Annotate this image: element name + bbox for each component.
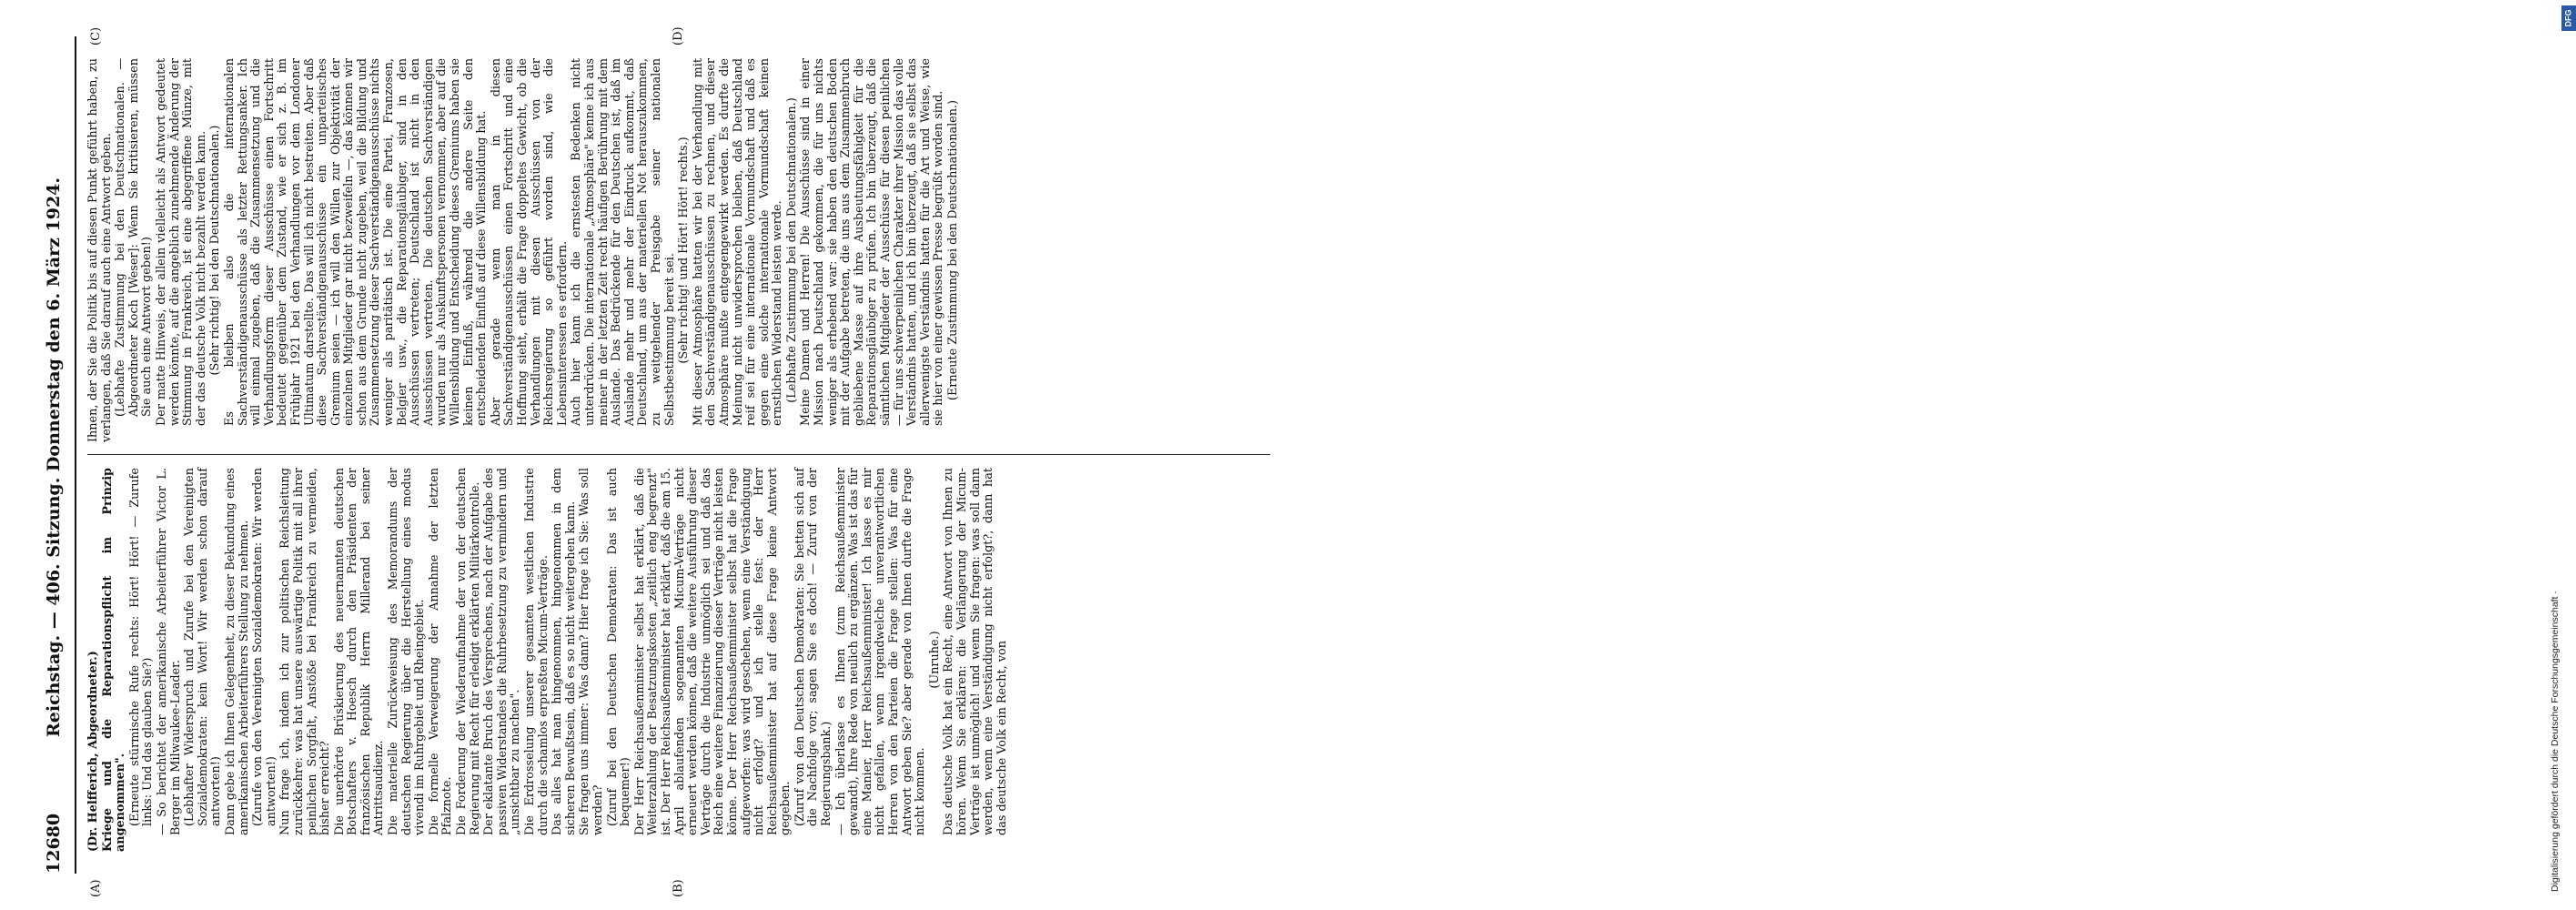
paragraph: Das alles hat man hingenommen, hingenommen in dem sicheren Bewußtsein, daß es so nicht weitergehen kann. <box>551 468 578 835</box>
paragraph: Die formelle Verweigerung der Annahme der letzten Pfalznote. <box>427 468 455 835</box>
paragraph: Der eklatante Bruch des Versprechens, nach der Aufgabe des passiven Widerstandes die Ruhrbesetzung zu vermindern und „unsichtbar zu machen". <box>482 468 523 835</box>
paragraph: Die Erdrosselung unserer gesamten westlichen Industrie durch die schamlos erpreßten Micum-Verträge. <box>523 468 551 835</box>
paragraph: Aber gerade wenn man in diesen Sachverständigenausschüssen einen Fortschritt und eine Hoffnung sieht, erhält die Frage doppeltes Gewicht, ob die Verhandlungen mit diesen Ausschüssen von der Reichsregierung so geführt worden sind, wie die Lebensinteressen es erfordern. <box>489 58 570 426</box>
paragraph: Der Herr Reichsaußenminister selbst hat erklärt, daß die Weiterzahlung der Besatzungskosten „zeitlich eng begrenzt" ist. Der Herr Reichsaußenminister hat erklärt, daß die am 15. April ablaufenden sogenannten Micum-Verträge nicht erneuert werden können, daß die weitere Ausführung dieser Verträge durch die Industrie unmöglich sei und daß das Reich eine weitere Finanzierung dieser Verträge nicht leisten könne. Der Herr Reichsaußenminister selbst hat die Frage aufgeworfen: was wird geschehen, wenn eine Verständigung nicht erfolgt? und ich stelle fest: der Herr Reichsaußenminister hat auf diese Frage keine Antwort gegeben. <box>632 468 793 835</box>
paragraph: Der matte Hinweis, der allein vielleicht als Antwort gedeutet werden könnte, auf die angeblich zunehmende Änderung der Stimmung in Frankreich, ist eine abgegriffene Münze, mit der das deutsche Volk nicht bezahlt werden kann. <box>154 58 208 426</box>
paragraph: Das deutsche Volk hat ein Recht, eine Antwort von Ihnen zu hören. Wenn Sie erklären: die Verlängerung der Micum-Verträge ist unmöglich! und wenn Sie fragen: was soll dann werden, wenn eine Verständigung nicht erfolgt?, dann hat das deutsche Volk ein Recht, von <box>942 468 1009 835</box>
paragraph: Die Forderung der Wiederaufnahme der von der deutschen Regierung mit Recht für erledigt erklärten Militärkontrolle. <box>455 468 482 835</box>
left-column <box>87 468 1279 852</box>
interjection: (Unruhe.) <box>927 631 942 689</box>
interjection: (Sehr richtig! bei den Deutschnationalen.) <box>208 125 223 376</box>
interjection: (Zuruf von den Deutschen Demokraten: Sie betten sich auf die Nachfolge vor; sagen Sie es doch! — Zuruf von der Regierungsbank.) <box>793 468 834 826</box>
interjection: (Lebhafte Zustimmung bei den Deutschnationalen. — Abgeordneter Koch [Weser]: Wenn Sie kritisieren, müssen Sie auch eine Antwort geben!) <box>114 58 155 417</box>
paragraph: Auch hier kann ich die ernstesten Bedenken nicht unterdrücken. Die internationale „Atmosphäre" kenne ich aus meiner in der letzten Zeit recht häufigen Berührung mit dem Auslande. Das Bedrückende für den Deutschen ist, daß im Auslande mehr und mehr der Eindruck aufkommt, daß Deutschland, um aus der materiellen Not herauszukommen, zu weitgehender Preisgabe seiner nationalen Selbstbestimmung bereit sei. <box>570 58 677 426</box>
paragraph: Nun frage ich, indem ich zur politischen Reichsleitung zurückkehre: was hat unsere auswärtige Politik mit all ihrer peinlichen Sorgfalt, Anstöße bei Frankreich zu vermeiden, bisher erreicht? <box>278 468 333 835</box>
paragraph: Die unerhörte Brüskierung des neuernannten deutschen Botschafters v. Hoesch durch den Präsidenten der französischen Republik Herrn Millerand bei seiner Antrittsaudienz. <box>332 468 387 835</box>
page-number: 12680 <box>44 813 64 874</box>
paragraph: — Ich überlasse es Ihnen (zum Reichsaußenminister gewandt), Ihre Rede von neulich zu ergänzen. Was ist das für eine Manier, Herr Reichsaußenminister! Ich lasse es mir nicht gefallen, wenn irgendwelche unverantwortlichen Herren von den Parteien die Frage stellen: Was für eine Antwort geben Sie? aber gerade von Ihnen durfte die Frage nicht kommen. <box>833 468 928 835</box>
paragraph: Kriege und die Reparationspflicht im Prinzip angenommen". <box>100 468 128 852</box>
page-header <box>38 36 76 874</box>
column-divider <box>87 454 1270 455</box>
speaker-label: (Dr. Helfferich, Abgeordneter.) <box>86 651 100 852</box>
paragraph: Die materielle Zurückweisung des Memorandums der deutschen Regierung über die Herstellung eines modus vivendi im Ruhrgebiet und Rheingebiet. <box>387 468 428 835</box>
interjection: (Lebhafter Widerspruch und Zurufe bei den Vereinigten Sozialdemokraten: kein Wort! Wir werden schon darauf antworten!) <box>183 468 224 826</box>
paragraph: Es bleiben also die internationalen Sachverständigenausschüsse als letzter Rettungsanker. Ich will einmal zugeben, daß die Zusammensetzung und die Verhandlungsform dieser Ausschüsse einen Fortschritt bedeutet gegenüber dem Zustand, wie er sich z. B. im Frühjahr 1921 bei den Verhandlungen vor dem Londoner Ultimatum darstellte. Das will ich nicht bestreiten. Aber daß diese Sachverständigenausschüsse ein unparteiisches Gremium seien — ich will den Willen zur Objektivität der einzelnen Mitglieder gar nicht bezweifeln —, das können wir schon aus dem Grunde nicht zugeben, weil die Bildung und Zusammensetzung dieser Sachverständigenausschüsse nichts weniger als paritätisch ist. Die eine Partei, Franzosen, Belgier usw., die Reparationsgläubiger, sind in den Ausschüssen vertreten; Deutschland ist nicht in den Ausschüssen vertreten. Die deutschen Sachverständigen wurden nur als Auskunftspersonen vernommen, aber auf die Willensbildung und Entscheidung dieses Gremiums haben sie keinen Einfluß, während die andere Seite den entscheidenden Einfluß auf diese Willensbildung hat. <box>222 58 490 426</box>
paragraph: Mit dieser Atmosphäre hatten wir bei der Verhandlung mit den Sachverständigenausschüssen zu rechnen, und dieser Atmosphäre mußte entgegengewirkt werden. Es durfte die Meinung nicht unwidersprochen bleiben, daß Deutschland reif sei für eine internationale Vormundschaft und daß es gegen eine solche internationale Vormundschaft keinen ernstlichen Widerstand leisten werde. <box>691 58 785 426</box>
margin-marker-a: (A) <box>89 879 103 897</box>
margin-marker-c: (C) <box>89 26 103 46</box>
paragraph: Meine Damen und Herren! Die Ausschüsse sind in einer Mission nach Deutschland gekommen, die für uns nichts weniger als erhebend war: sie haben den deutschen Boden mit der Aufgabe betreten, die uns aus dem Zusammenbruch gebliebene Masse auf ihre Ausbeutungsfähigkeit für die Reparationsgläubiger zu prüfen. Ich bin überzeugt, daß die sämtlichen Mitglieder der Ausschüsse für diesen peinlichen — für uns schwerpeinlichen Charakter ihrer Mission das volle Verständnis hatten, und ich bin überzeugt, daß sie selbst das allerwenigste Verständnis hatten für die Art und Weise, wie sie hier von einer gewissen Presse begrüßt worden sind. <box>799 58 946 426</box>
dfg-logo <box>2561 5 2576 31</box>
dfg-logo-label: DFG <box>2563 9 2573 27</box>
paragraph: — So berichtet der amerikanische Arbeiterführer Victor L. Berger im Milwaukee-Leader. <box>155 468 183 835</box>
margin-marker-d: (D) <box>672 26 685 46</box>
paragraph: Ihnen, der Sie die Politik bis auf diesen Punkt geführt haben, zu verlangen, daß Sie darauf auch eine Antwort geben. <box>86 58 114 442</box>
right-column <box>87 58 1279 442</box>
paragraph: Dann gebe ich Ihnen Gelegenheit, zu dieser Bekundung eines amerikanischen Arbeiterführers Stellung zu nehmen. <box>223 468 251 835</box>
page-title: Reichstag. — 406. Sitzung. Donnerstag den 6. März 1924. <box>44 177 64 737</box>
paragraph: Sie fragen uns immer: Was dann? Hier frage ich Sie: Was soll werden? <box>578 468 605 835</box>
interjection: (Erneute stürmische Rufe rechts: Hört! Hört! — Zurufe links: Und das glauben Sie?) <box>127 468 156 826</box>
interjection: (Sehr richtig! und Hört! Hört! rechts.) <box>677 136 692 364</box>
interjection: (Erneute Zustimmung bei den Deutschnationalen.) <box>946 99 960 401</box>
interjection: (Lebhafte Zustimmung bei den Deutschnationalen.) <box>784 97 799 403</box>
interjection: (Zuruf bei den Deutschen Demokraten: Das ist auch bequemer!) <box>605 468 633 826</box>
interjection: (Zurufe von den Vereinigten Sozialdemokraten: Wir werden antworten!) <box>251 468 278 826</box>
funding-note: Digitalisierung gefördert durch die Deutsche Forschungsgemeinschaft · <box>2550 591 2561 892</box>
funding-sidebar <box>1272 0 2573 910</box>
margin-marker-b: (B) <box>672 879 685 897</box>
